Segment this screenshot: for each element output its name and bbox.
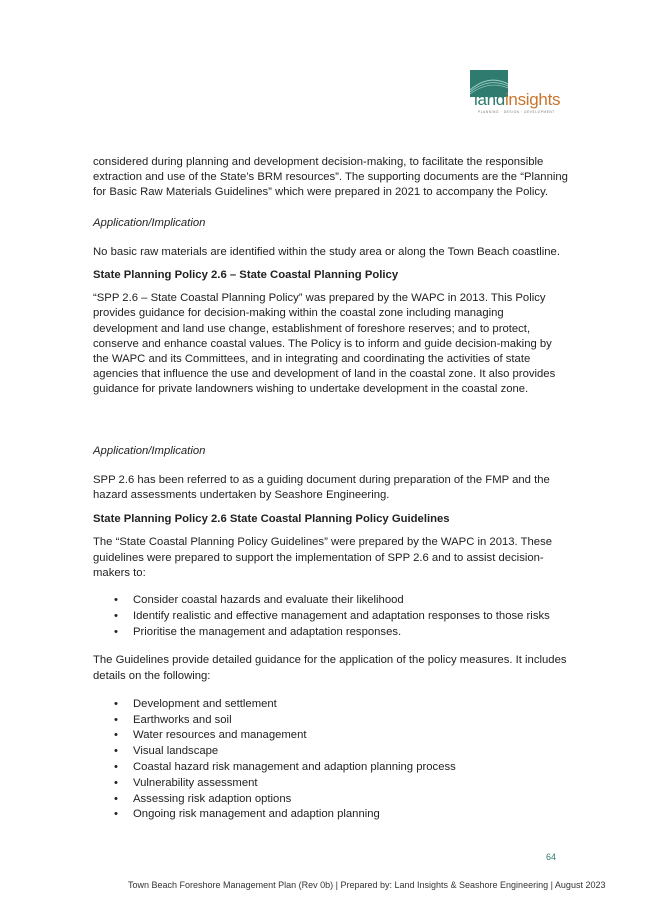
list-item: • Development and settlement <box>93 697 568 713</box>
list-item: • Ongoing risk management and adaption planning <box>93 807 568 823</box>
application-heading-2: Application/Implication <box>93 444 206 457</box>
list-item: • Visual landscape <box>93 744 568 760</box>
list-item: • Consider coastal hazards and evaluate their likelihood <box>93 593 568 609</box>
logo-tagline: PLANNING · DESIGN · DEVELOPMENT <box>478 110 555 114</box>
list-item: • Prioritise the management and adaptation responses. <box>93 625 568 641</box>
logo-wordmark: landinsights <box>474 90 561 109</box>
page-number: 64 <box>546 852 557 862</box>
guidelines-topics-list <box>93 697 568 823</box>
page-footer: Town Beach Foreshore Management Plan (Rev 0b) | Prepared by: Land Insights & Seashore Engineering | August 2023 <box>128 880 606 890</box>
paragraph-guidelines-intro: The “State Coastal Planning Policy Guidelines” were prepared by the WAPC in 2013. These guidelines were prepared to support the implementation of SPP 2.6 and to assist decision-makers to: <box>93 536 553 579</box>
list-item: • Identify realistic and effective management and adaptation responses to those risks <box>93 609 568 625</box>
list-item: • Coastal hazard risk management and adaption planning process <box>93 760 568 776</box>
paragraph-spp-reference: SPP 2.6 has been referred to as a guiding document during preparation of the FMP and the hazard assessments undertaken by Seashore Engineering. <box>93 473 550 502</box>
list-item: • Water resources and management <box>93 728 568 744</box>
list-item: • Vulnerability assessment <box>93 776 568 792</box>
paragraph-guidelines-details: The Guidelines provide detailed guidance for the application of the policy measures. It includes details on the following: <box>93 654 567 682</box>
list-item: • Assessing risk adaption options <box>93 792 568 808</box>
page-body <box>93 155 568 823</box>
heading-spp-guidelines: State Planning Policy 2.6 State Coastal Planning Policy Guidelines <box>93 513 450 526</box>
paragraph-no-brm: No basic raw materials are identified within the study area or along the Town Beach coastline. <box>93 245 560 258</box>
application-heading-1: Application/Implication <box>93 216 206 229</box>
paragraph-spp-2-6: “SPP 2.6 – State Coastal Planning Policy” was prepared by the WAPC in 2013. This Policy provides guidance for decision-making within the coastal zone including managing development and land use change, establishment of foreshore reserves; and to protect, conserve and enhance coastal values. The Policy is to inform and guide decision-making by the WAPC and its Committees, and in integrating and coordinating the activities of state agencies that influence the use and development of land in the coastal zone. It also provides guidance for private landowners wishing to undertake development in the coastal zone. <box>93 292 556 396</box>
paragraph-brm: considered during planning and development decision-making, to facilitate the responsible extraction and use of the State’s BRM resources”. The supporting documents are the “Planning for Basic Raw Materials Guidelines” which were prepared in 2021 to accompany the Policy. <box>93 156 568 199</box>
land-insights-logo <box>466 68 566 118</box>
list-item: • Earthworks and soil <box>93 713 568 729</box>
heading-spp-2-6: State Planning Policy 2.6 – State Coastal Planning Policy <box>93 269 399 282</box>
guidelines-purpose-list <box>93 593 568 640</box>
